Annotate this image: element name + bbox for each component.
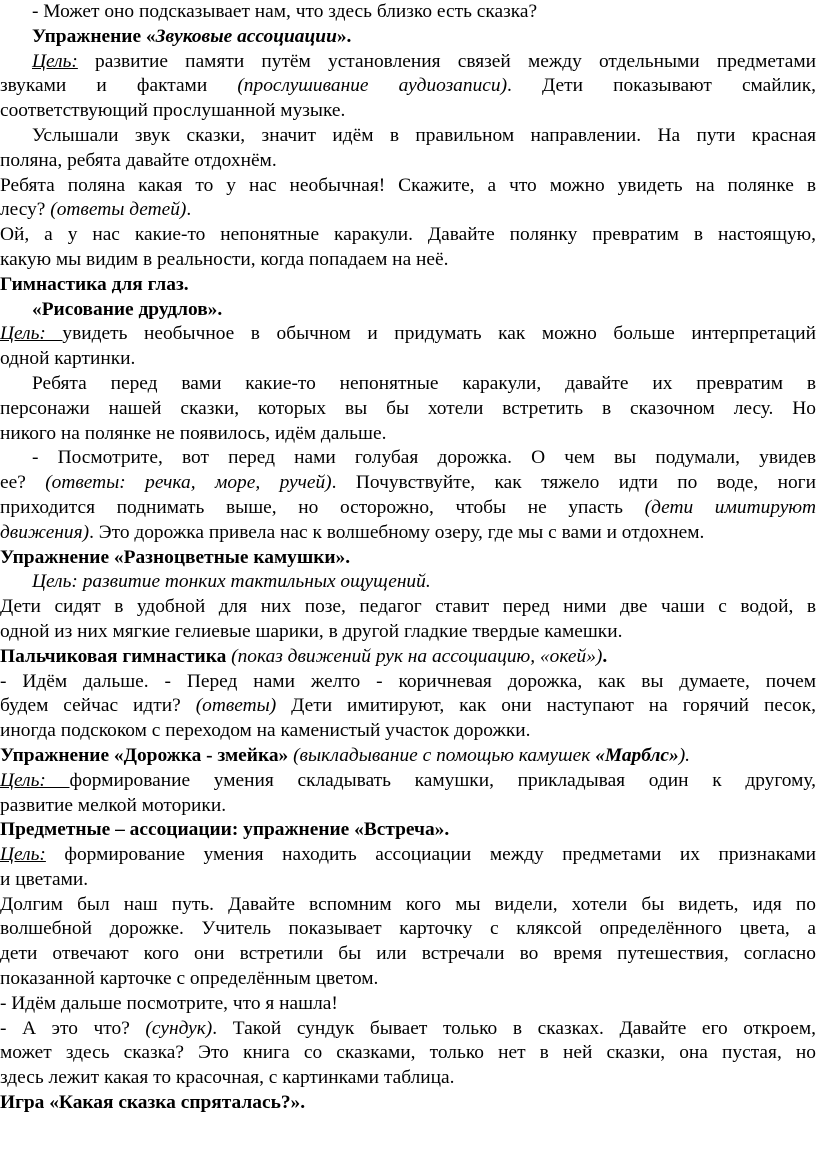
exercise-heading (0, 298, 816, 323)
text: . Это дорожка привела нас к волшебному озеру, где мы с вами и отдохнем. (89, 521, 705, 543)
exercise-heading (0, 818, 816, 843)
text-line (0, 1066, 816, 1091)
text-line (0, 50, 816, 75)
exercise-heading (0, 25, 816, 50)
text-line (0, 0, 816, 25)
text-line (0, 496, 816, 521)
text-line (0, 794, 816, 819)
text: дети отвечают кого они встретили бы или встречали во время путешествия, согласно (0, 943, 816, 965)
text-line (0, 1017, 816, 1042)
text: - Посмотрите, вот перед нами голубая дорожка. О чем вы подумали, увидев (32, 447, 816, 469)
text: развитие мелкой моторики. (0, 794, 227, 816)
text: (ответы) (195, 695, 277, 717)
text: поляна, ребята давайте отдохнём. (0, 149, 277, 171)
text: - Может оно подсказывает нам, что здесь близко есть сказка? (32, 1, 538, 22)
text: приходится поднимать выше, но осторожно, чтобы не упасть (0, 496, 645, 518)
text: увидеть необычное в обычном и придумать как можно больше интерпретаций (62, 323, 816, 345)
text: лесу? (0, 199, 51, 221)
text-line (0, 471, 816, 496)
text: здесь лежит какая то красочная, с картинками таблица. (0, 1067, 455, 1089)
text-line (0, 99, 816, 124)
text: . (602, 645, 608, 667)
text: Ребята поляна какая то у нас необычная! Скажите, а что можно увидеть на полянке в (0, 174, 816, 196)
text-line (0, 248, 816, 273)
text: . Почувствуйте, как тяжело идти по воде, ноги (331, 472, 816, 494)
text: Ой, а у нас какие-то непонятные каракули. Давайте полянку превратим в настоящую, (0, 224, 816, 246)
text-line (0, 223, 816, 248)
text-line (0, 198, 816, 223)
text: волшебной дорожке. Учитель показывает карточку с кляксой определённого цвета, а (0, 918, 816, 940)
text: . Дети показывают смайлик, (507, 75, 816, 97)
exercise-heading (0, 645, 816, 670)
goal-label: Цель: (32, 50, 78, 72)
text: звуками и фактами (0, 75, 238, 97)
text: и цветами. (0, 868, 89, 890)
text: ее? (0, 472, 46, 494)
text-line (0, 347, 816, 372)
text: . (186, 199, 192, 221)
text: Упражнение « (32, 25, 156, 47)
text: (ответы: речка, море, ручей) (45, 472, 332, 494)
section-heading (0, 273, 816, 298)
text: Пальчиковая гимнастика (0, 645, 227, 667)
text: Цель: развитие тонких тактильных ощущений. (32, 571, 431, 593)
text: Дети сидят в удобной для них позе, педагог ставит перед ними две чаши с водой, в (0, 596, 816, 618)
text: - Идём дальше посмотрите, что я нашла! (0, 992, 338, 1014)
text-line (0, 446, 816, 471)
text-line (0, 992, 816, 1017)
text: - Идём дальше. - Перед нами желто - коричневая дорожка, как вы думаете, почем (0, 670, 816, 692)
goal-label: Цель: (0, 769, 70, 791)
text: персонажи нашей сказки, которых вы бы хотели встретить в сказочном лесу. Но (0, 397, 816, 419)
text: Упражнение «Разноцветные камушки». (0, 546, 351, 568)
exercise-heading (0, 1091, 816, 1116)
text-line (0, 967, 816, 992)
text-line (0, 595, 816, 620)
text-line (0, 694, 816, 719)
text-line (0, 942, 816, 967)
text: Предметные – ассоциации: упражнение «Встреча». (0, 819, 450, 841)
text: какую мы видим в реальности, когда попадаем на неё. (0, 248, 449, 270)
text-line (0, 620, 816, 645)
text: Игра «Какая сказка спряталась?». (0, 1092, 306, 1114)
text: (прослушивание аудиозаписи) (237, 75, 508, 97)
text: Ребята перед вами какие-то непонятные каракули, давайте их превратим в (32, 372, 816, 394)
text: (ответы детей) (50, 199, 187, 221)
text-line (0, 1041, 816, 1066)
text: одной картинки. (0, 348, 136, 370)
text: никого на полянке не появилось, идём дальше. (0, 422, 387, 444)
exercise-heading (0, 744, 816, 769)
text: (сундук) (145, 1017, 213, 1039)
text-line (0, 719, 816, 744)
text: «Рисование друдлов». (32, 298, 223, 320)
text: (выкладывание с помощью камушек (288, 744, 596, 766)
text: Услышали звук сказки, значит идём в правильном направлении. На пути красная (32, 124, 816, 146)
text-line (0, 868, 816, 893)
text: иногда подскоком с переходом на каменистый участок дорожки. (0, 720, 531, 742)
text-line (0, 843, 816, 868)
text-line (0, 149, 816, 174)
exercise-heading (0, 546, 816, 571)
text: ». (336, 25, 352, 47)
text: - А это что? (0, 1017, 146, 1039)
text: формирование умения складывать камушки, прикладывая один к другому, (69, 769, 816, 791)
text-line (0, 124, 816, 149)
text-line (0, 322, 816, 347)
text-line (0, 670, 816, 695)
text-line (0, 769, 816, 794)
text: Дети имитируют, как они наступают на горячий песок, (276, 695, 816, 717)
text: Долгим был наш путь. Давайте вспомним кого мы видели, хотели бы видеть, идя по (0, 893, 816, 915)
text: будем сейчас идти? (0, 695, 196, 717)
text-line (0, 397, 816, 422)
text: формирование умения находить ассоциации между предметами их признаками (45, 844, 816, 866)
text: одной из них мягкие гелиевые шарики, в другой гладкие твердые камешки. (0, 620, 623, 642)
text-line (0, 174, 816, 199)
text: Упражнение «Дорожка - змейка» (0, 744, 289, 766)
text: (показ движений рук на ассоциацию, «окей») (226, 645, 603, 667)
text: . Такой сундук бывает только в сказках. Давайте его откроем, (212, 1017, 816, 1039)
text-line (0, 372, 816, 397)
text: «Марблс» (595, 744, 679, 766)
goal-label: Цель: (0, 844, 46, 866)
text-line (0, 521, 816, 546)
goal-label: Цель: (0, 323, 63, 345)
text: движения) (0, 521, 90, 543)
text: соответствующий прослушанной музыке. (0, 100, 346, 122)
text-line (0, 893, 816, 918)
text: Гимнастика для глаз. (0, 273, 189, 295)
text: может здесь сказка? Это книга со сказками, только нет в ней сказки, она пустая, но (0, 1042, 816, 1064)
text-line (0, 422, 816, 447)
text-line (0, 74, 816, 99)
text: развитие памяти путём установления связей между отдельными предметами (77, 50, 816, 72)
goal-line (0, 570, 816, 595)
text: Звуковые ассоциации (155, 25, 337, 47)
text: показанной карточке с определённым цветом. (0, 968, 379, 990)
text: (дети имитируют (644, 496, 816, 518)
text: ). (678, 744, 691, 766)
text-line (0, 917, 816, 942)
